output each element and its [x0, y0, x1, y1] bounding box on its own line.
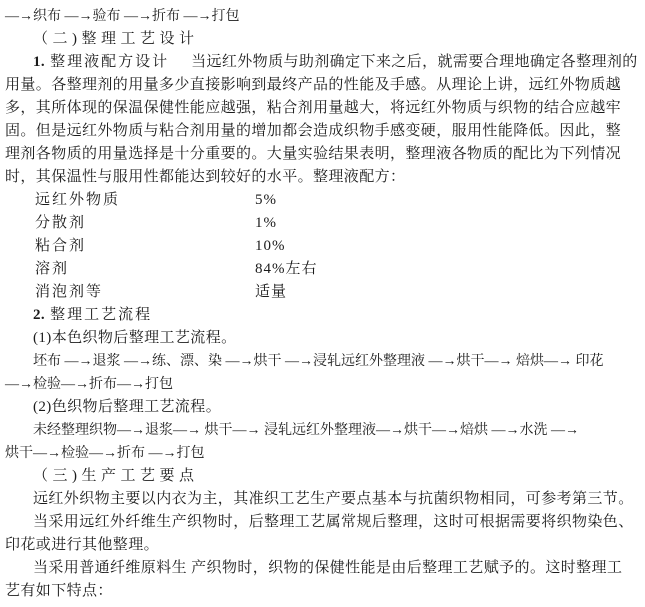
paragraph-2-heading [5, 304, 641, 327]
formula-row [5, 281, 641, 304]
formula-value: 适量 [255, 284, 288, 300]
process-flow-1-line-2: —→检验—→折布—→打包 [5, 377, 173, 392]
paragraph-1-line-3: 多，其所体现的保温保健性能应越强，粘合剂用量越大，将远红外物质与织物的结合应越牢 [5, 100, 622, 116]
paragraph-3-line-1: 远红外织物主要以内衣为主，其准织工艺生产要点基本与抗菌织物相同，可参考第三节。 [33, 491, 634, 507]
paragraph-1-line-4: 固。但是远红外物质与粘合剂用量的增加都会造成织物手感变硬，服用性能降低。因此，整 [5, 123, 622, 139]
list-number-2: 2. [33, 307, 46, 323]
formula-value: 10% [255, 238, 286, 254]
paragraph-1-line-5: 理剂各物质的用量选择是十分重要的。大量实验结果表明，整理液各物质的配比为下列情况 [5, 146, 622, 162]
process-flow-1-line-1: 坯布 —→退浆 —→练、漂、染 —→烘干 —→浸轧远红外整理液 —→烘干—→ 焙烘—→ 印花 [33, 354, 604, 369]
subsection-2-heading: (2)色织物后整理工艺流程。 [33, 399, 222, 415]
formula-value: 1% [255, 215, 277, 231]
paragraph-1-line-2: 用量。各整理剂的用量多少直接影响到最终产品的性能及手感。从理论上讲，远红外物质越 [5, 77, 622, 93]
paragraph-4-line-2: 印花或进行其他整理。 [5, 537, 160, 553]
paragraph-1-text: 当远红外物质与助剂确定下来之后，就需要合理地确定各整理剂的 [191, 54, 638, 70]
formula-row [5, 235, 641, 258]
section-heading-2: （二)整理工艺设计 [33, 31, 199, 47]
formula-row [5, 212, 641, 235]
paragraph-4-line-1: 当采用远红外纤维生产织物时，后整理工艺属常规后整理，这时可根据需要将织物染色、 [33, 514, 634, 530]
paragraph-5-line-1: 当采用普通纤维原料生 产织物时，织物的保健性能是由后整理工艺赋予的。这时整理工 [33, 560, 623, 576]
formula-value: 84%左右 [255, 261, 318, 277]
formula-label: 消泡剂等 [35, 284, 104, 300]
process-flow-2-line-1: 未经整理织物—→退浆—→ 烘干—→ 浸轧远红外整理液—→烘干—→焙烘 —→水洗 —→ [33, 423, 579, 438]
list-number-1: 1. [33, 54, 46, 70]
paragraph-2-title: 整理工艺流程 [50, 307, 153, 323]
process-flow-line-continued: —→织布 —→验布 —→折布 —→打包 [5, 9, 240, 24]
formula-value: 5% [255, 192, 277, 208]
paragraph-1-line-1 [5, 51, 641, 74]
formula-label: 溶剂 [35, 261, 70, 277]
formula-label: 分散剂 [35, 215, 87, 231]
formula-label: 粘合剂 [35, 238, 87, 254]
formula-label: 远红外物质 [35, 192, 121, 208]
formula-row [5, 189, 641, 212]
paragraph-1-title: 整理液配方设计 [50, 54, 170, 70]
formula-row [5, 258, 641, 281]
process-flow-2-line-2: 烘干—→检验—→折布 —→打包 [5, 446, 205, 461]
paragraph-1-line-6: 时，其保温性与服用性都能达到较好的水平。整理液配方： [5, 169, 406, 185]
section-heading-3: （三)生产工艺要点 [33, 468, 199, 484]
paragraph-5-line-2: 艺有如下特点： [5, 583, 113, 599]
subsection-1-heading: (1)本色织物后整理工艺流程。 [33, 330, 237, 346]
